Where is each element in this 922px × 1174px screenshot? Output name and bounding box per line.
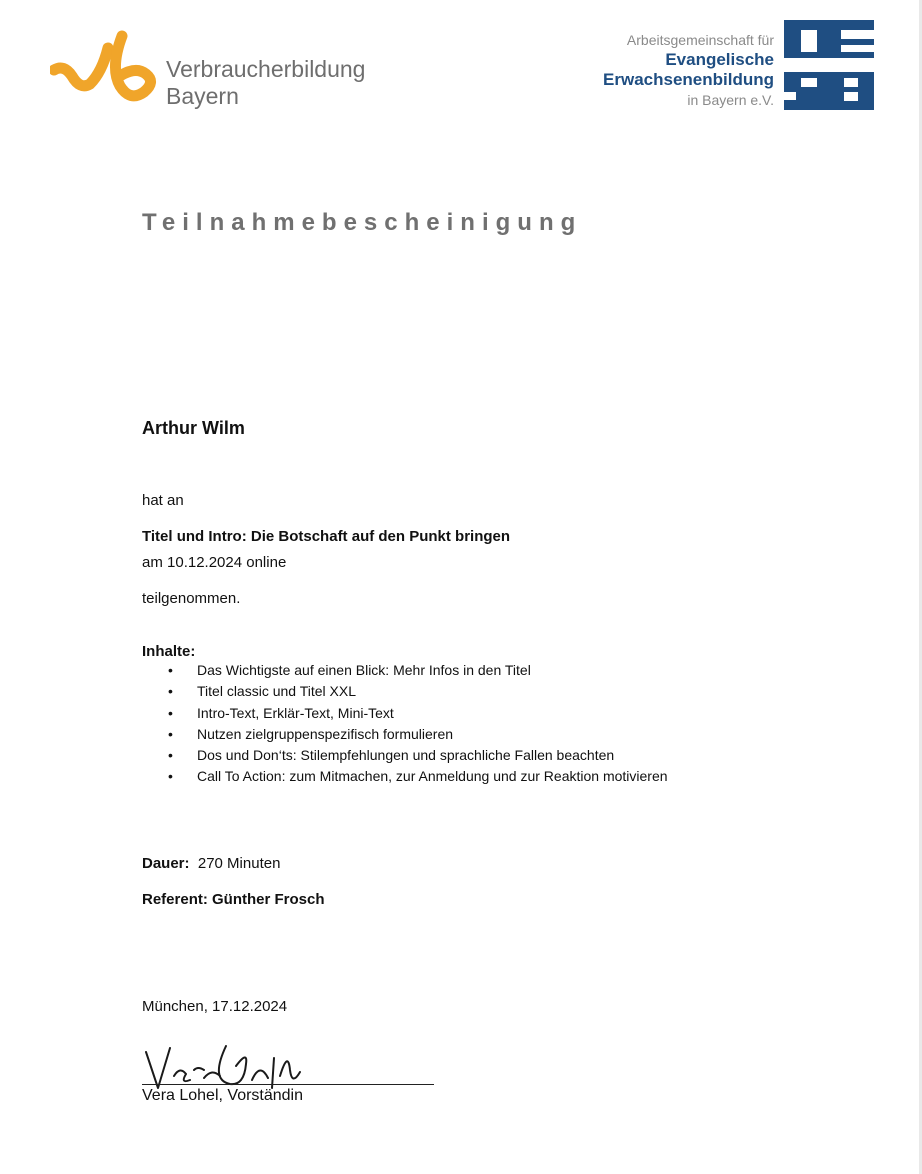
contents-list — [168, 660, 668, 788]
verbraucherbildung-logo — [50, 30, 160, 110]
list-item: • Titel classic und Titel XXL — [168, 683, 356, 700]
aeeb-line-1: Arbeitsgemeinschaft für — [626, 32, 774, 48]
aeeb-wordmark — [603, 30, 774, 110]
logo-line-2: Bayern — [166, 83, 239, 109]
logo-line-1: Verbraucherbildung — [166, 56, 366, 82]
verbraucherbildung-wordmark — [166, 56, 365, 110]
date-line: am 10.12.2024 online — [142, 554, 287, 571]
course-title: Titel und Intro: Die Botschaft auf den Punkt bringen — [142, 528, 511, 545]
teilgenommen-text: teilgenommen. — [142, 590, 241, 607]
hat-an-text: hat an — [142, 492, 184, 509]
participant-name: Arthur Wilm — [142, 418, 245, 438]
list-item: • Call To Action: zum Mitmachen, zur Anmeldung und zur Reaktion motivieren — [168, 768, 668, 785]
aeeb-line-4: in Bayern e.V. — [687, 92, 774, 108]
aeeb-logo-mark — [784, 20, 874, 110]
signer-name: Vera Lohel, Vorständin — [142, 1087, 304, 1104]
list-item: • Dos und Don‘ts: Stilempfehlungen und sprachliche Fallen beachten — [168, 747, 615, 764]
contents-label: Inhalte: — [142, 643, 196, 660]
place-date: München, 17.12.2024 — [142, 998, 288, 1015]
aeeb-line-3: Erwachsenenbildung — [603, 70, 774, 89]
duration — [142, 855, 280, 872]
list-item: • Nutzen zielgruppenspezifisch formulieren — [168, 725, 454, 742]
duration-label: Dauer: — [142, 855, 190, 872]
signature-line — [142, 1084, 434, 1085]
duration-value: 270 Minuten — [197, 855, 281, 872]
aeeb-line-2: Evangelische — [665, 50, 774, 69]
referent: Referent: Günther Frosch — [142, 891, 325, 908]
document-title: Teilnahmebescheinigung — [142, 209, 583, 236]
list-item: • Intro-Text, Erklär-Text, Mini-Text — [168, 704, 394, 721]
list-item: • Das Wichtigste auf einen Blick: Mehr Infos in den Titel — [168, 662, 531, 678]
